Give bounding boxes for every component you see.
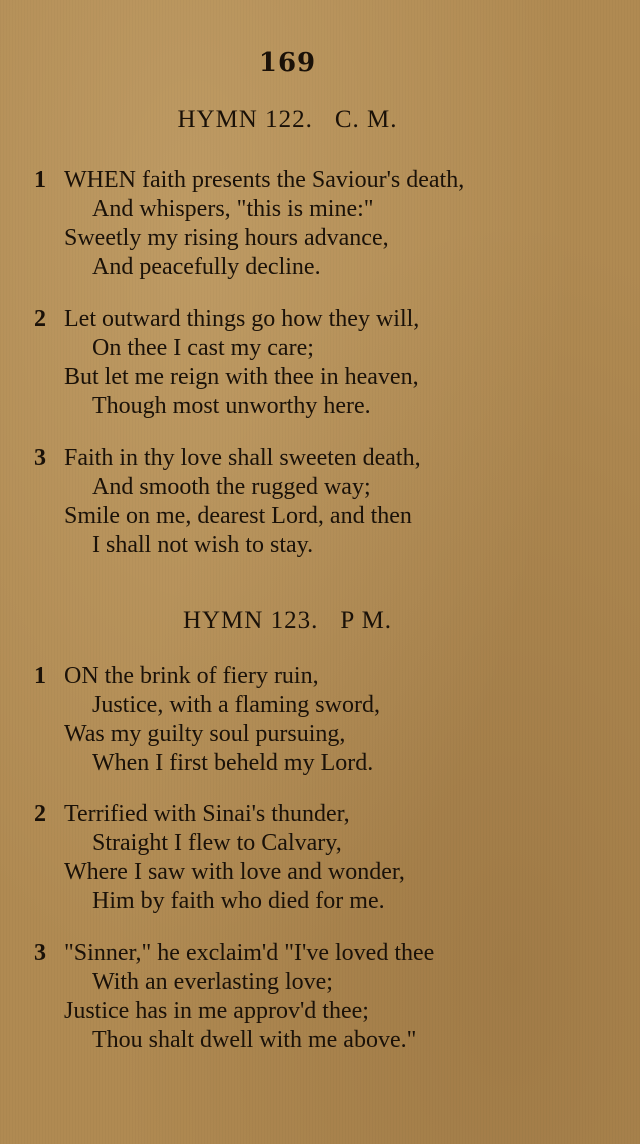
- verse-line: Justice, with a flaming sword,: [92, 692, 380, 718]
- hymn-123-verse-2: [0, 800, 640, 916]
- verse-line: Straight I flew to Calvary,: [92, 830, 342, 856]
- verse-line: [0, 444, 640, 473]
- verse-line: But let me reign with thee in heaven,: [64, 364, 419, 390]
- verse-number: 3: [34, 940, 46, 966]
- verse-line-text: Let outward things go how they will,: [64, 306, 420, 332]
- verse-line: [0, 305, 640, 334]
- verse-line: And smooth the rugged way;: [92, 474, 371, 500]
- hymn-meter: P M.: [340, 607, 393, 634]
- verse-number: 1: [34, 167, 46, 193]
- verse-number: 2: [34, 306, 46, 332]
- hymn-122-title: [0, 106, 575, 134]
- verse-line-text: Terrified with Sinai's thunder,: [64, 801, 350, 827]
- verse-line-text: ON the brink of fiery ruin,: [64, 663, 319, 689]
- hymn-122-verse-3: [0, 444, 640, 560]
- verse-line: When I first beheld my Lord.: [92, 750, 374, 776]
- verse-line: [0, 939, 640, 968]
- verse-number: 2: [34, 801, 46, 827]
- verse-line: Him by faith who died for me.: [92, 888, 385, 914]
- verse-line: And peacefully decline.: [92, 254, 321, 280]
- verse-line: Justice has in me approv'd thee;: [64, 998, 369, 1024]
- verse-number: 1: [34, 663, 46, 689]
- verse-number: 3: [34, 445, 46, 471]
- hymn-number: HYMN 123.: [182, 607, 319, 634]
- verse-line: Was my guilty soul pursuing,: [64, 721, 346, 747]
- hymn-123-verse-3: [0, 939, 640, 1055]
- hymn-number: HYMN 122.: [177, 106, 313, 133]
- hymn-122-verse-1: [0, 166, 640, 282]
- verse-line: Where I saw with love and wonder,: [64, 859, 405, 885]
- verse-line: With an everlasting love;: [92, 969, 333, 995]
- verse-line: [0, 800, 640, 829]
- verse-line: Though most unworthy here.: [92, 393, 371, 419]
- verse-line-text: "Sinner," he exclaim'd "I've loved thee: [64, 940, 435, 966]
- verse-line: On thee I cast my care;: [92, 335, 314, 361]
- verse-line: Smile on me, dearest Lord, and then: [64, 503, 412, 529]
- hymn-123-verse-1: [0, 662, 640, 778]
- verse-line-text: Faith in thy love shall sweeten death,: [64, 445, 421, 471]
- hymn-meter: C. M.: [334, 106, 398, 133]
- hymn-123-title: [0, 607, 575, 635]
- verse-line: I shall not wish to stay.: [92, 532, 314, 558]
- page-number: 169: [258, 48, 317, 78]
- verse-line: [0, 166, 640, 195]
- verse-line: Thou shalt dwell with me above.": [92, 1027, 417, 1053]
- verse-line-text: WHEN faith presents the Saviour's death,: [64, 167, 465, 193]
- verse-line: [0, 662, 640, 691]
- verse-line: Sweetly my rising hours advance,: [64, 225, 389, 251]
- hymn-122-verse-2: [0, 305, 640, 421]
- verse-line: And whispers, "this is mine:": [92, 196, 374, 222]
